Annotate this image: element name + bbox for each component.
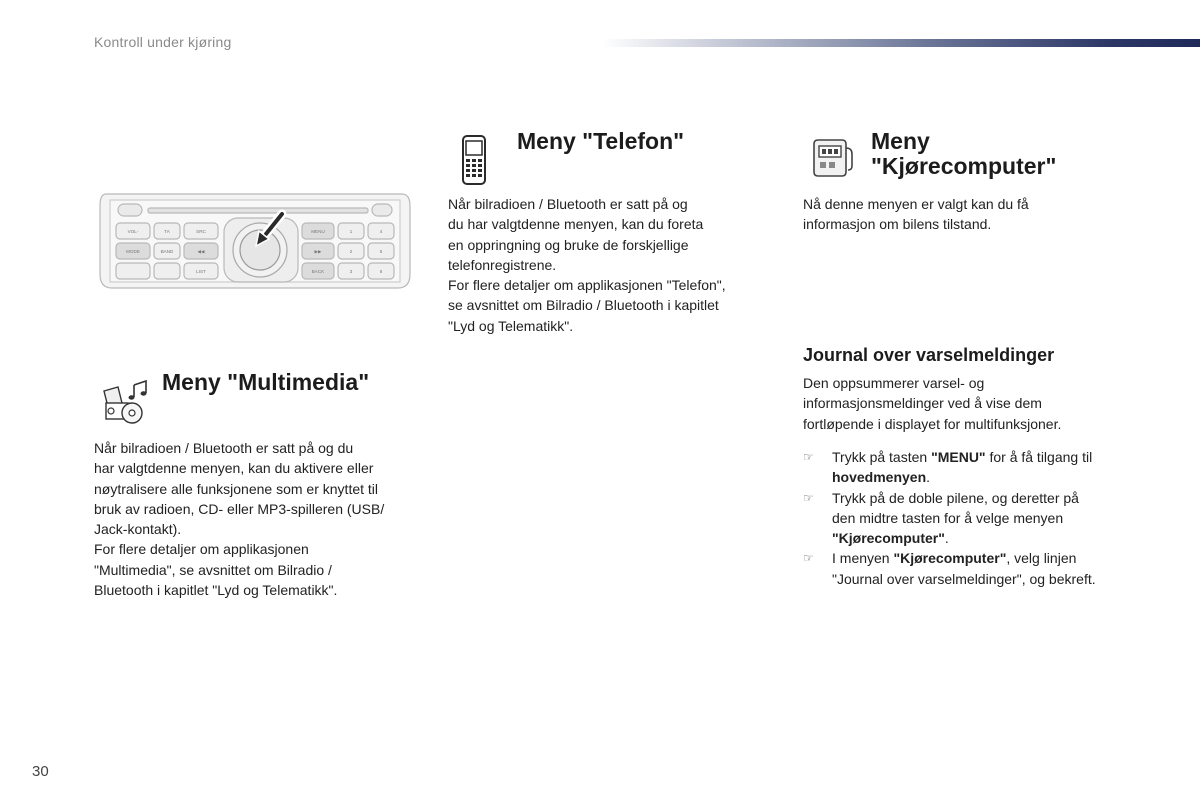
multimedia-line: For flere detaljer om applikasjonen xyxy=(94,541,309,558)
multimedia-line: "Multimedia", se avsnittet om Bilradio / xyxy=(94,561,332,578)
telefon-line: du har valgtdenne menyen, kan du foreta xyxy=(448,216,704,233)
telefon-line: "Lyd og Telematikk". xyxy=(448,317,574,334)
journal-steps xyxy=(803,447,1163,589)
radio-control-panel-image xyxy=(96,186,414,294)
mobile-phone-icon xyxy=(457,134,491,186)
btn-2: 2 xyxy=(349,249,353,254)
journal-line: informasjonsmeldinger ved å vise dem xyxy=(803,395,1042,412)
step1-bold-menu: "MENU" xyxy=(931,449,986,465)
btn-menu: MENU xyxy=(311,229,325,234)
journal-step-3 xyxy=(803,548,1163,589)
telefon-line: Når bilradioen / Bluetooth er satt på og xyxy=(448,196,688,212)
btn-3: 3 xyxy=(349,269,353,274)
step2-text: . xyxy=(944,530,949,547)
telefon-body xyxy=(448,194,778,336)
btn-vol: VOL- xyxy=(127,229,139,234)
btn-next: ▶▶ xyxy=(314,249,322,254)
kjorecomputer-title-line2: "Kjørecomputer" xyxy=(871,153,1057,179)
kjorecomputer-line: Nå denne menyen er valgt kan du få xyxy=(803,196,1029,212)
btn-prev: ◀◀ xyxy=(197,249,205,254)
multimedia-icon xyxy=(100,377,150,425)
step1-text: . xyxy=(926,469,931,486)
btn-src: SRC xyxy=(196,229,206,234)
telefon-line: For flere detaljer om applikasjonen "Telefon", xyxy=(448,277,726,294)
step3-bold-kjorecomputer: "Kjørecomputer" xyxy=(893,550,1007,567)
btn-5: 5 xyxy=(379,249,383,254)
step3-text: , velg linjen xyxy=(1006,550,1077,567)
header-accent-bar xyxy=(602,39,1200,47)
step2-text: den midtre tasten for å velge menyen xyxy=(832,509,1064,526)
step1-text: Trykk på tasten xyxy=(832,449,932,465)
kjorecomputer-title-line1: Meny xyxy=(871,128,930,154)
journal-body xyxy=(803,373,1153,434)
btn-mode: MODE xyxy=(126,249,140,254)
pointing-finger-icon: ☞ xyxy=(803,490,814,505)
telefon-line: en oppringning og bruke de forskjellige xyxy=(448,236,689,253)
multimedia-line: Når bilradioen / Bluetooth er satt på og du xyxy=(94,440,354,456)
multimedia-line: Bluetooth i kapitlet "Lyd og Telematikk". xyxy=(94,582,338,599)
btn-band: BAND xyxy=(160,249,174,254)
btn-1: 1 xyxy=(349,229,353,234)
btn-4: 4 xyxy=(379,229,383,234)
multimedia-line: har valgtdenne menyen, kan du aktivere eller xyxy=(94,460,374,477)
page-number: 30 xyxy=(32,763,49,780)
telefon-line: se avsnittet om Bilradio / Bluetooth i kapitlet xyxy=(448,297,719,314)
trip-computer-icon xyxy=(812,136,854,180)
btn-list: LIST xyxy=(196,269,206,274)
journal-step-1 xyxy=(803,447,1163,488)
kjorecomputer-body xyxy=(803,194,1143,235)
telefon-title: Meny "Telefon" xyxy=(517,128,685,154)
radio-panel-drawing xyxy=(96,186,414,294)
step2-bold-kjorecomputer: "Kjørecomputer" xyxy=(832,530,945,547)
step2-text: Trykk på de doble pilene, og deretter på xyxy=(832,489,1079,506)
step1-text: for å få tilgang til xyxy=(985,449,1093,465)
telefon-line: telefonregistrene. xyxy=(448,256,557,273)
step3-text: "Journal over varselmeldinger", og bekreft. xyxy=(832,570,1096,587)
pointing-finger-icon: ☞ xyxy=(803,551,814,566)
multimedia-line: bruk av radioen, CD- eller MP3-spilleren (USB/ xyxy=(94,500,385,517)
journal-line: Den oppsummerer varsel- og xyxy=(803,375,985,391)
journal-step-2 xyxy=(803,488,1163,549)
multimedia-body xyxy=(94,438,434,600)
section-header: Kontroll under kjøring xyxy=(94,34,232,50)
btn-ta: TA xyxy=(164,229,170,234)
kjorecomputer-title xyxy=(871,129,1056,179)
multimedia-line: Jack-kontakt). xyxy=(94,521,182,538)
kjorecomputer-line: informasjon om bilens tilstand. xyxy=(803,216,992,233)
multimedia-title: Meny "Multimedia" xyxy=(162,369,370,395)
multimedia-line: nøytralisere alle funksjonene som er knyttet til xyxy=(94,480,379,497)
pointing-finger-icon: ☞ xyxy=(803,450,814,464)
step3-text: I menyen xyxy=(832,550,894,567)
btn-6: 6 xyxy=(379,269,383,274)
journal-line: fortløpende i displayet for multifunksjoner. xyxy=(803,415,1062,432)
journal-title: Journal over varselmeldinger xyxy=(803,345,1055,365)
btn-back: BACK xyxy=(311,269,325,274)
step1-bold-hovedmenyen: hovedmenyen xyxy=(832,469,927,486)
